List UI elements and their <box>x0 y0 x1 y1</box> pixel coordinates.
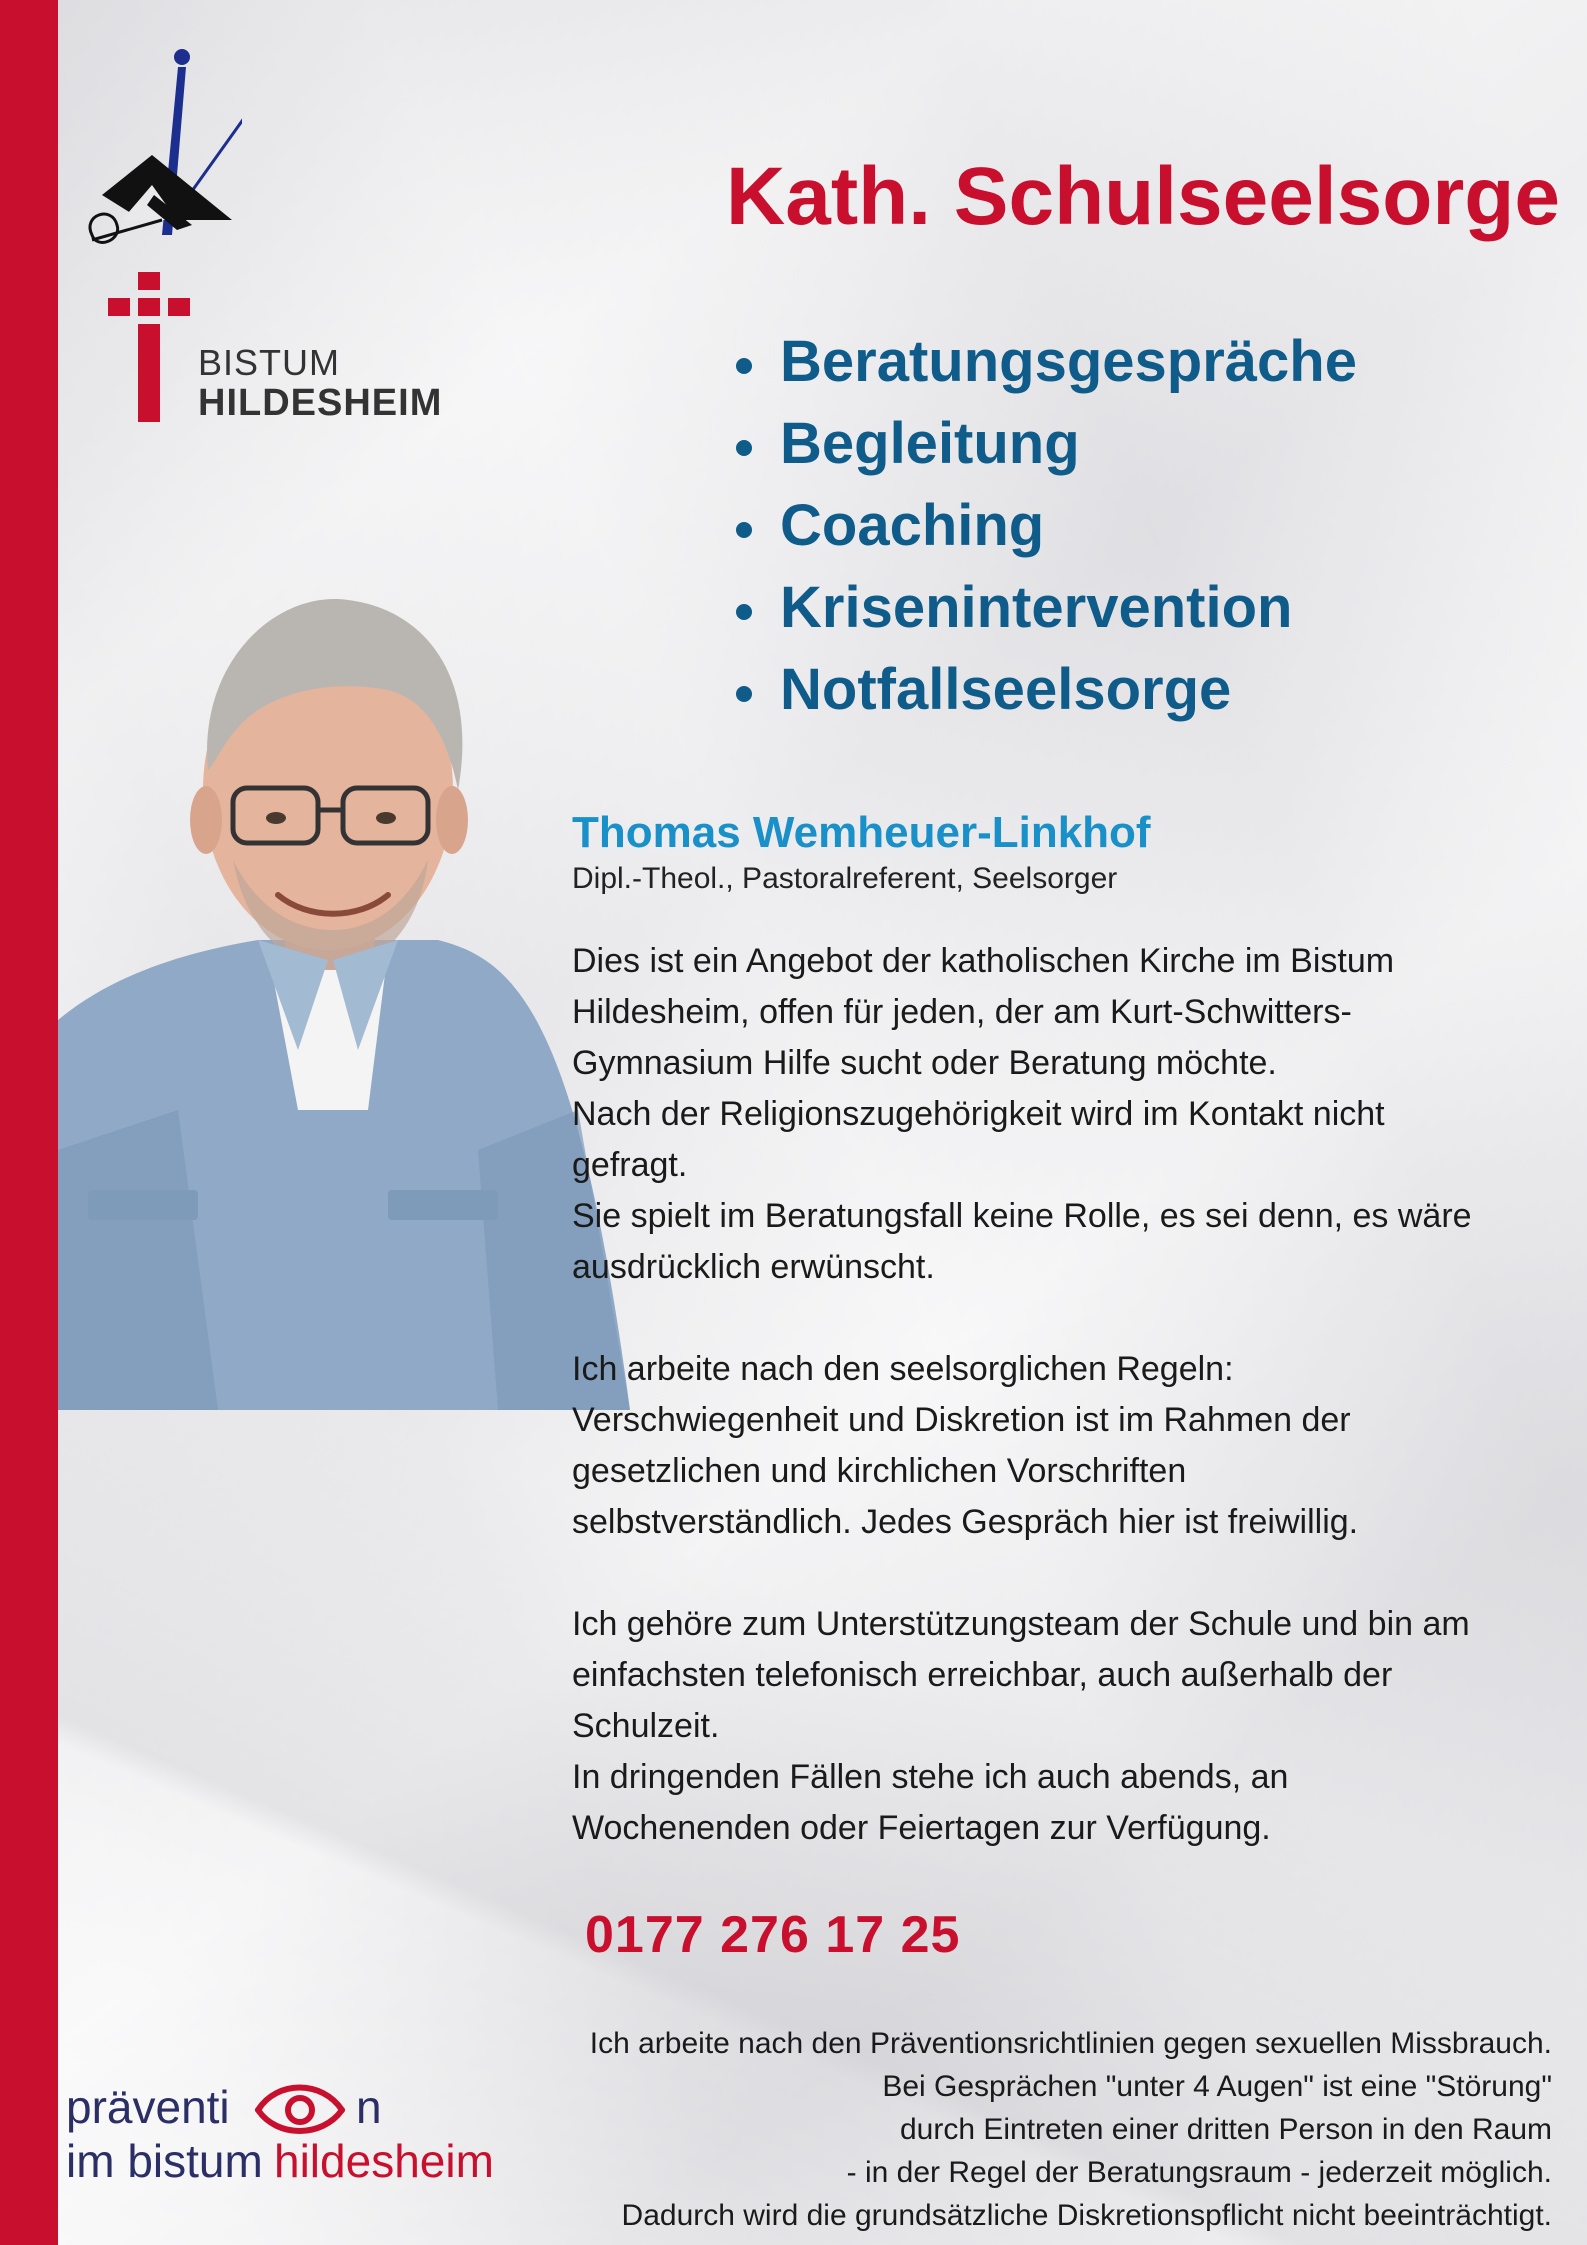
note-line: Ich arbeite nach den Präventionsrichtlinien gegen sexuellen Missbrauch. <box>589 2027 1552 2060</box>
bullet-icon <box>736 358 752 374</box>
eye-icon <box>252 2080 348 2140</box>
body-line: Dies ist ein Angebot der katholischen Kirche im Bistum <box>572 942 1395 980</box>
person-role: Dipl.-Theol., Pastoralreferent, Seelsorger <box>572 862 1118 895</box>
bistum-hildesheim-logo <box>108 272 448 424</box>
service-item: Krisenintervention <box>730 574 1357 656</box>
services-list <box>730 328 1357 738</box>
person-name: Thomas Wemheuer-Linkhof <box>572 808 1151 857</box>
note-line: - in der Regel der Beratungsraum - jederzeit möglich. <box>846 2156 1552 2189</box>
service-item: Begleitung <box>730 410 1357 492</box>
body-line: gesetzlichen und kirchlichen Vorschriften <box>572 1452 1187 1490</box>
note-line: durch Eintreten einer dritten Person in den Raum <box>899 2113 1552 2146</box>
bullet-icon <box>736 440 752 456</box>
body-line: selbstverständlich. Jedes Gespräch hier ist freiwillig. <box>572 1503 1359 1541</box>
service-item: Coaching <box>730 492 1357 574</box>
body-line: Verschwiegenheit und Diskretion ist im Rahmen der <box>572 1401 1351 1439</box>
prevention-note <box>472 2022 1552 2237</box>
red-side-bar <box>0 0 58 2245</box>
body-line: gefragt. <box>572 1146 688 1184</box>
praevention-logo-part2: n <box>356 2081 382 2133</box>
bullet-icon <box>736 522 752 538</box>
praevention-logo-part1: präventi <box>66 2081 230 2133</box>
phone-number[interactable]: 0177 276 17 25 <box>585 1906 961 1964</box>
body-line: Wochenenden oder Feiertagen zur Verfügung. <box>572 1809 1271 1847</box>
bistum-logo-line1: BISTUM <box>198 342 341 383</box>
bullet-icon <box>736 604 752 620</box>
body-line: einfachsten telefonisch erreichbar, auch außerhalb der <box>572 1656 1393 1694</box>
service-item: Beratungsgespräche <box>730 328 1357 410</box>
body-text <box>572 936 1532 1854</box>
body-line: In dringenden Fällen stehe ich auch abends, an <box>572 1758 1289 1796</box>
praevention-logo-line2a: im bistum <box>66 2135 263 2187</box>
body-line: ausdrücklich erwünscht. <box>572 1248 935 1286</box>
body-line: Hildesheim, offen für jeden, der am Kurt-Schwitters- <box>572 993 1352 1031</box>
page-title: Kath. Schulseelsorge <box>726 151 1560 242</box>
service-item: Notfallseelsorge <box>730 656 1357 738</box>
bistum-logo-line2: HILDESHEIM <box>198 382 443 424</box>
praevention-logo <box>66 2080 526 2200</box>
body-line: Nach der Religionszugehörigkeit wird im Kontakt nicht <box>572 1095 1385 1133</box>
body-line: Sie spielt im Beratungsfall keine Rolle, es sei denn, es wäre <box>572 1197 1472 1235</box>
body-line: Ich gehöre zum Unterstützungsteam der Schule und bin am <box>572 1605 1470 1643</box>
praevention-logo-line2b: hildesheim <box>274 2135 494 2187</box>
portrait-photo <box>58 590 630 1410</box>
school-logo <box>82 45 242 265</box>
note-line: Bei Gesprächen "unter 4 Augen" ist eine "Störung" <box>882 2070 1552 2103</box>
note-line: Dadurch wird die grundsätzliche Diskretionspflicht nicht beeinträchtigt. <box>621 2199 1552 2232</box>
bullet-icon <box>736 686 752 702</box>
body-line: Ich arbeite nach den seelsorglichen Regeln: <box>572 1350 1234 1388</box>
body-line: Schulzeit. <box>572 1707 720 1745</box>
bistum-cross-icon <box>108 272 200 422</box>
body-line: Gymnasium Hilfe sucht oder Beratung möchte. <box>572 1044 1277 1082</box>
